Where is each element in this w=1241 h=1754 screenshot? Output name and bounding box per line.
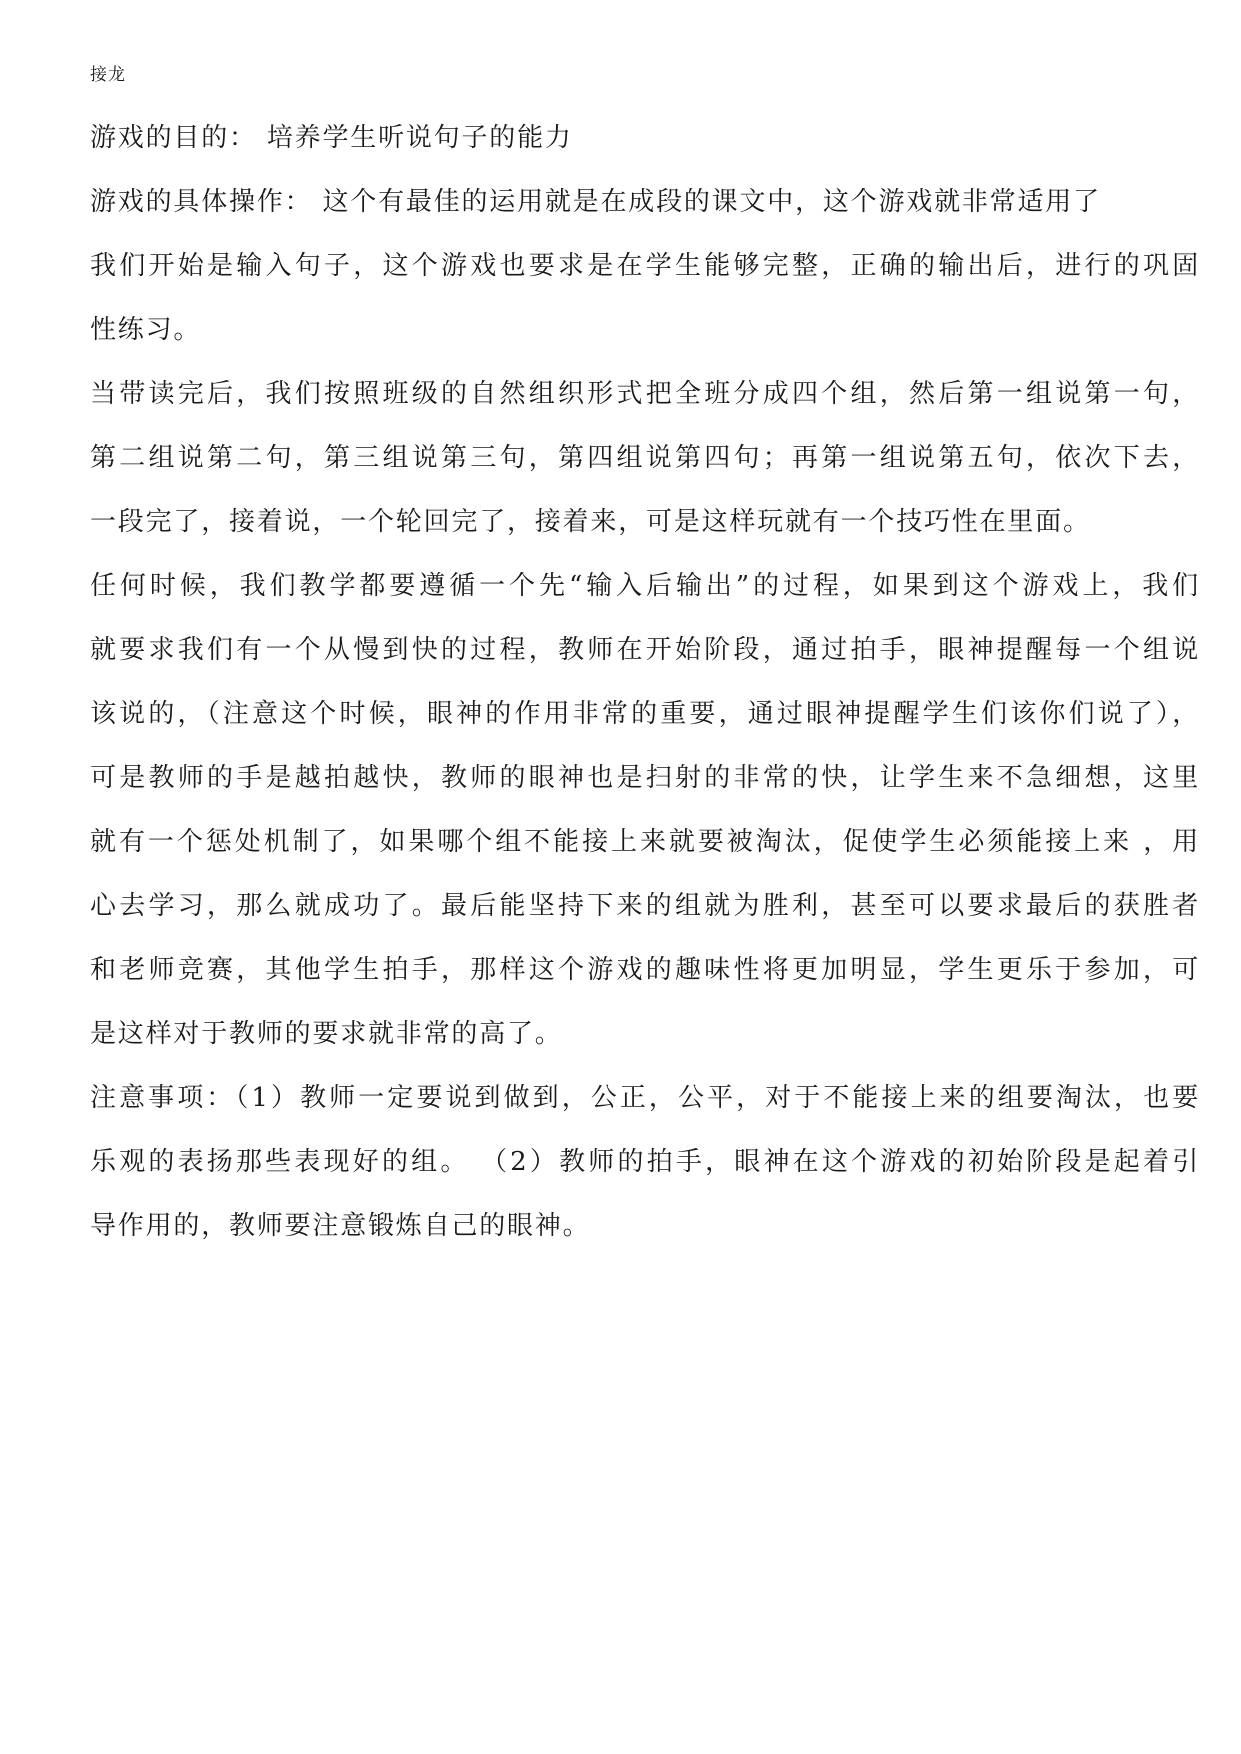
- text-line: 当带读完后，我们按照班级的自然组织形式把全班分成四个组，然后第一组说第一句，: [90, 379, 1200, 409]
- text-line: 一段完了，接着说，一个轮回完了，接着来，可是这样玩就有一个技巧性在里面。: [90, 507, 1091, 537]
- text-line: 和老师竞赛，其他学生拍手，那样这个游戏的趣味性将更加明显，学生更乐于参加，可: [90, 955, 1200, 985]
- text-line: 性练习。: [90, 315, 202, 345]
- text-line: 该说的，（注意这个时候，眼神的作用非常的重要，通过眼神提醒学生们该你们说了），: [90, 699, 1200, 729]
- text-line: 游戏的具体操作： 这个有最佳的运用就是在成段的课文中，这个游戏就非常适用了: [90, 187, 1101, 217]
- text-line: 我们开始是输入句子，这个游戏也要求是在学生能够完整，正确的输出后，进行的巩固: [90, 251, 1200, 281]
- text-line: 可是教师的手是越拍越快，教师的眼神也是扫射的非常的快，让学生来不急细想，这里: [90, 763, 1200, 793]
- document-title: 接龙: [90, 65, 126, 85]
- document-body: [90, 106, 1200, 1258]
- text-line: 就有一个惩处机制了，如果哪个组不能接上来就要被淘汰，促使学生必须能接上来 ，用: [90, 827, 1200, 857]
- text-line: 任何时候，我们教学都要遵循一个先“输入后输出”的过程，如果到这个游戏上，我们: [90, 571, 1200, 601]
- text-line: 就要求我们有一个从慢到快的过程，教师在开始阶段，通过拍手，眼神提醒每一个组说: [90, 635, 1200, 665]
- text-line: 心去学习，那么就成功了。最后能坚持下来的组就为胜利，甚至可以要求最后的获胜者: [90, 891, 1200, 921]
- text-line: 第二组说第二句，第三组说第三句，第四组说第四句；再第一组说第五句，依次下去，: [90, 443, 1200, 473]
- text-line: 游戏的目的： 培养学生听说句子的能力: [90, 123, 573, 153]
- text-line: 注意事项：（1）教师一定要说到做到，公正，公平，对于不能接上来的组要淘汰，也要: [90, 1083, 1200, 1113]
- text-line: 导作用的，教师要注意锻炼自己的眼神。: [90, 1211, 591, 1241]
- text-line: 乐观的表扬那些表现好的组。 （2）教师的拍手，眼神在这个游戏的初始阶段是起着引: [90, 1147, 1200, 1177]
- text-line: 是这样对于教师的要求就非常的高了。: [90, 1019, 563, 1049]
